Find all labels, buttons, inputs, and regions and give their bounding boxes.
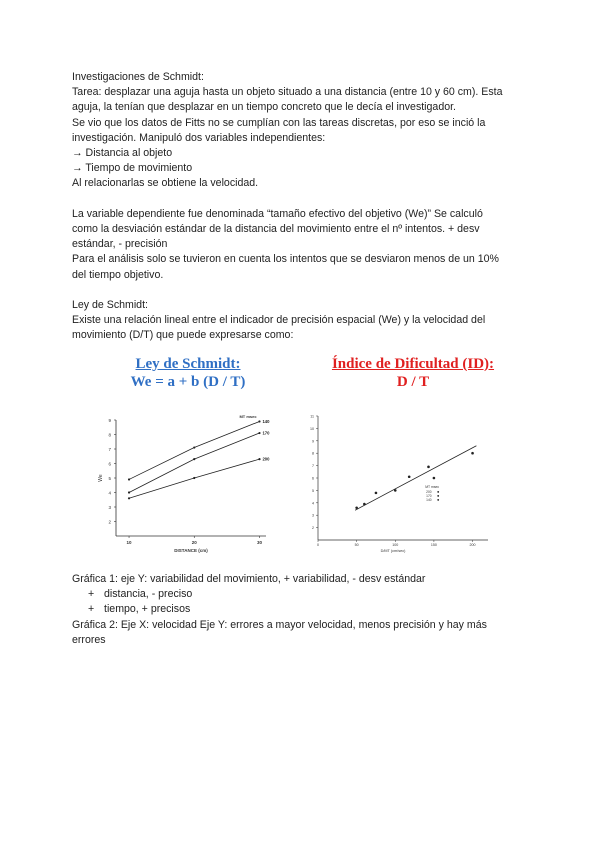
- bullet-mark: +: [88, 588, 95, 601]
- legend-marker: [437, 499, 439, 501]
- scatter-point: [394, 489, 397, 492]
- y-tick-label: 2: [312, 526, 314, 531]
- y-tick-label: 4: [312, 501, 314, 506]
- y-tick-label: 7: [108, 447, 111, 452]
- data-point: [193, 477, 195, 479]
- x-axis-label: D/MT (cm/sec): [380, 549, 406, 553]
- intro-section: [72, 70, 532, 344]
- scatter-point: [408, 475, 411, 478]
- y-tick-label: 9: [108, 418, 111, 423]
- legend-title: MT msec: [425, 484, 440, 489]
- paragraph-line: como la desviación estándar de la distancia del movimiento entre el nº intentos. + desv: [72, 223, 480, 236]
- x-tick-label: 200: [469, 543, 476, 547]
- paragraph-line: del tiempo objetivo.: [72, 268, 164, 281]
- caption-section: [72, 572, 532, 648]
- y-axis-label: We: [98, 474, 104, 482]
- scatter-point: [375, 492, 378, 495]
- schmidt-law-formula: We = a + b (D / T): [130, 374, 246, 390]
- x-axis-label: DISTANCE (cm): [174, 548, 208, 553]
- y-tick-label: 5: [108, 476, 111, 481]
- arrow-list-item: → Distancia al objeto: [72, 147, 173, 160]
- y-tick-label: 3: [312, 513, 314, 518]
- legend-entry: 200: [426, 489, 432, 494]
- x-tick-label: 20: [191, 540, 197, 545]
- y-tick-label: 9: [312, 439, 314, 444]
- paragraph-line: Al relacionarlas se obtiene la velocidad.: [72, 177, 259, 190]
- paragraph-line: investigación. Manipuló dos variables independientes:: [72, 131, 326, 144]
- section-heading: Investigaciones de Schmidt:: [72, 71, 204, 83]
- bullet-item: [72, 587, 532, 602]
- series-label: 140: [262, 418, 270, 424]
- difficulty-index-formula: D / T: [396, 374, 430, 390]
- series-label: 200: [262, 456, 270, 462]
- y-tick-label: 6: [312, 476, 314, 481]
- x-tick-label: 10: [126, 540, 132, 545]
- x-tick-label: 30: [256, 540, 262, 545]
- x-tick-label: 0: [317, 543, 319, 547]
- scatter-point: [363, 503, 366, 506]
- schmidt-law-title: [88, 355, 288, 391]
- chart-we-vs-distance: [80, 408, 280, 558]
- paragraph-line: movimiento (D/T) que puede expresarse como:: [72, 329, 294, 342]
- bullet-text: tiempo, + precisos: [104, 603, 191, 616]
- data-point: [258, 420, 260, 422]
- data-point: [258, 432, 260, 434]
- x-tick-label: 50: [354, 543, 359, 547]
- legend-marker: [437, 491, 439, 493]
- paragraph-line: Se vio que los datos de Fitts no se cumplían con las tareas discretas, por eso se inció la: [72, 116, 486, 129]
- y-tick-label: 2: [108, 519, 111, 525]
- paragraph-line: La variable dependiente fue denominada “tamaño efectivo del objetivo (We)” Se calculó: [72, 207, 483, 220]
- section-heading: Ley de Schmidt:: [72, 299, 148, 312]
- paragraph-line: estándar, - precisión: [72, 238, 168, 251]
- series-label: 170: [262, 430, 270, 436]
- scatter-point: [471, 452, 474, 455]
- x-tick-label: 100: [392, 543, 399, 547]
- y-tick-label: 7: [312, 464, 314, 469]
- paragraph-line: Existe una relación lineal entre el indicador de precisión espacial (We) y la velocidad del: [72, 314, 486, 327]
- schmidt-law-heading: Ley de Schmidt:: [135, 356, 241, 372]
- series-line-140: [129, 421, 259, 479]
- legend-entry: 140: [426, 497, 432, 502]
- bullet-text: distancia, - preciso: [104, 588, 193, 601]
- data-point: [128, 478, 130, 480]
- paragraph-line: Para el análisis solo se tuvieron en cuenta los intentos que se desviaron menos de un 10%: [72, 253, 499, 266]
- legend-title: MT msec: [239, 414, 257, 419]
- legend-entry: 170: [426, 493, 432, 498]
- bullet-item: [72, 602, 532, 617]
- paragraph-line: Tarea: desplazar una aguja hasta un objeto situado a una distancia (entre 10 y 60 cm). Esta: [72, 86, 503, 99]
- data-point: [193, 446, 195, 448]
- scatter-point: [355, 506, 358, 509]
- series-line-170: [129, 433, 259, 492]
- y-tick-label: 4: [108, 490, 111, 496]
- data-point: [128, 497, 130, 499]
- caption-line: errores: [72, 633, 106, 646]
- caption-line: Gráfica 2: Eje X: velocidad Eje Y: errores a mayor velocidad, menos precisión y hay más: [72, 618, 487, 631]
- scatter-point: [433, 477, 436, 480]
- data-point: [258, 458, 260, 460]
- data-point: [193, 458, 195, 460]
- y-tick-label: 8: [312, 451, 314, 456]
- y-tick-label: 8: [108, 432, 111, 438]
- x-tick-label: 150: [430, 543, 437, 547]
- chart-we-vs-velocity: [300, 408, 500, 558]
- y-tick-label: 6: [108, 461, 111, 467]
- y-tick-label: 5: [312, 488, 314, 493]
- y-tick-label: 11: [310, 414, 314, 419]
- y-tick-label: 3: [108, 505, 111, 510]
- difficulty-index-title: [318, 355, 508, 391]
- bullet-mark: +: [88, 603, 95, 616]
- fit-line: [355, 446, 476, 510]
- paragraph-line: aguja, la tenían que desplazar en un tiempo concreto que le decía el investigador.: [72, 101, 456, 114]
- data-point: [128, 491, 130, 493]
- difficulty-index-heading: Índice de Dificultad (ID):: [331, 356, 495, 372]
- legend-marker: [437, 495, 439, 497]
- scatter-point: [427, 466, 430, 469]
- caption-line: Gráfica 1: eje Y: variabilidad del movimiento, + variabilidad, - desv estándar: [72, 573, 426, 585]
- y-tick-label: 10: [310, 426, 314, 431]
- arrow-list-item: → Tiempo de movimiento: [72, 162, 193, 175]
